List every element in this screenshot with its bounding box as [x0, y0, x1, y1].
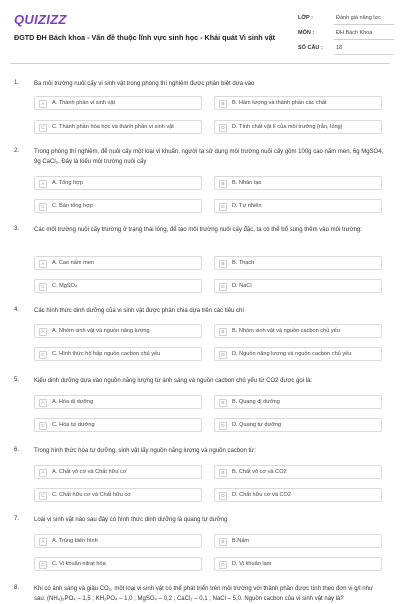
question-number: 7.	[14, 516, 20, 522]
question-text: Trong hình thức hóa tự dưỡng, sinh vật lấy nguồn năng lượng và nguồn cacbon từ:	[34, 448, 256, 454]
option-text: C. Vi khuẩn nitrat hóa	[52, 561, 106, 567]
meta-subject-value: ĐH Bách Khoa	[336, 30, 373, 36]
option-d[interactable]	[214, 279, 382, 293]
option-letter: A	[39, 399, 47, 407]
option-text: C. MgSO₄	[52, 283, 78, 289]
option-text: B. Thạch	[232, 260, 255, 266]
quizizz-logo: QUIZIZZ	[14, 12, 67, 27]
meta-count-key: SỐ CÂU :	[298, 45, 323, 51]
option-text: B. Hàm lượng và thành phần các chất	[232, 100, 327, 106]
option-text: C. Hình thức hô hấp nguồn cacbon chủ yếu	[52, 351, 161, 357]
option-letter: A	[39, 469, 47, 477]
option-d[interactable]	[214, 199, 382, 213]
option-letter: D	[219, 283, 227, 291]
question-text: Các môi trường nuôi cấy thường ở trạng thái lỏng, để tạo môi trường nuôi cấy đặc, ta có thể bổ sung thêm vào môi trường:	[34, 227, 362, 233]
option-text: B. Quang dị dưỡng	[232, 399, 280, 405]
header-divider	[10, 63, 390, 64]
option-text: A. Nhóm sinh vật và nguồn năng lượng	[52, 328, 150, 334]
option-text: D. Quang tự dưỡng	[232, 422, 282, 428]
option-b[interactable]	[214, 465, 382, 479]
meta-class-key: LỚP :	[298, 15, 313, 21]
option-text: C. Hóa tự dưỡng	[52, 422, 95, 428]
option-text: C. Chất hữu cơ và Chất hữu cơ	[52, 492, 131, 498]
option-b[interactable]	[214, 256, 382, 270]
meta-line	[334, 39, 394, 40]
worksheet-header	[0, 0, 400, 62]
meta-subject	[298, 28, 394, 43]
option-c[interactable]	[34, 418, 202, 432]
meta-count-value: 18	[336, 45, 343, 51]
option-text: A. Trùng biến hình	[52, 538, 98, 544]
option-letter: A	[39, 260, 47, 268]
option-letter: B	[219, 399, 227, 407]
option-letter: C	[39, 422, 47, 430]
option-c[interactable]	[34, 199, 202, 213]
worksheet-title: ĐGTD ĐH Bách khoa - Vấn đề thuộc lĩnh vực sinh học - Khái quát Vi sinh vật	[14, 33, 276, 42]
option-letter: B	[219, 260, 227, 268]
option-c[interactable]	[34, 120, 202, 134]
option-d[interactable]	[214, 347, 382, 361]
option-letter: A	[39, 328, 47, 336]
option-text: A. Chất vô cơ và Chất hữu cơ	[52, 469, 127, 475]
option-a[interactable]	[34, 395, 202, 409]
question-text: Các hình thức dinh dưỡng của vi sinh vật được phân chia dựa trên các tiêu chí	[34, 308, 245, 314]
question-number: 5.	[14, 377, 20, 383]
meta-subject-key: MÔN :	[298, 30, 315, 36]
option-text: D. Tính chất vật lí của môi trường (rắn, lỏng)	[232, 124, 343, 130]
question-text: Kiểu dinh dưỡng dựa vào nguồn năng lượng từ ánh sáng và nguồn cacbon chủ yếu từ CO2 được gọi là:	[34, 378, 313, 384]
option-text: B. Nhân tạo	[232, 180, 262, 186]
option-letter: C	[39, 124, 47, 132]
option-text: A. Tổng hợp	[52, 180, 83, 186]
question-text: Trong phòng thí nghiệm, để nuôi cấy một loại vi khuẩn, người ta sử dụng môi trường nuôi cấy gồm 100g cao nấm men, 6g MgSO4, 9g CaCl₂. Đây là kiểu môi trường nuôi cấy	[34, 149, 384, 165]
option-text: D. Chất hữu cơ và CO2	[232, 492, 292, 498]
option-b[interactable]	[214, 96, 382, 110]
option-c[interactable]	[34, 557, 202, 571]
option-b[interactable]	[214, 324, 382, 338]
question-text: Khi có ánh sáng và giàu CO₂, một loại vi sinh vật có thể phát triển trên môi trường với thành phần được tính theo đơn vị g/l như sau: (NH₄)₃PO₄ – 1,5 ; KH₂PO₄ – 1,0 ; MgSO₄ – 0,2 ; CaCl₂ – 0,1 ; NaCl – 5,0. Nguồn cacbon của vi sinh vật này là?	[34, 586, 373, 602]
option-c[interactable]	[34, 347, 202, 361]
option-d[interactable]	[214, 418, 382, 432]
option-letter: C	[39, 283, 47, 291]
question-number: 8.	[14, 585, 20, 591]
meta-count	[298, 43, 394, 58]
option-letter: D	[219, 351, 227, 359]
option-text: A. Hóa dị dưỡng	[52, 399, 94, 405]
option-letter: C	[39, 203, 47, 211]
option-text: C. Bán tổng hợp	[52, 203, 93, 209]
worksheet-meta	[298, 13, 394, 58]
option-d[interactable]	[214, 488, 382, 502]
option-letter: B	[219, 328, 227, 336]
question-number: 6.	[14, 447, 20, 453]
option-letter: A	[39, 538, 47, 546]
meta-class-value: Đánh giá năng lực	[336, 15, 381, 21]
option-text: B. Chất vô cơ và CO2	[232, 469, 287, 475]
option-text: D. NaCl	[232, 283, 252, 289]
question-text: Ba môi trường nuôi cấy vi sinh vật trong phòng thí nghiệm được phân biệt dựa vào	[34, 81, 255, 87]
option-text: B.Nấm	[232, 538, 250, 544]
question-number: 3.	[14, 226, 20, 232]
option-text: A. Cao nấm men	[52, 260, 94, 266]
option-a[interactable]	[34, 534, 202, 548]
option-letter: B	[219, 100, 227, 108]
option-letter: D	[219, 203, 227, 211]
option-text: C. Thành phần hóa học và thành phần vi sinh vật	[52, 124, 174, 130]
option-letter: A	[39, 100, 47, 108]
option-b[interactable]	[214, 534, 382, 548]
option-b[interactable]	[214, 176, 382, 190]
option-c[interactable]	[34, 488, 202, 502]
question-number: 2.	[14, 148, 20, 154]
option-c[interactable]	[34, 279, 202, 293]
meta-line	[334, 24, 394, 25]
option-text: B. Nhóm sinh vật và nguồn cacbon chủ yếu	[232, 328, 340, 334]
option-d[interactable]	[214, 557, 382, 571]
option-letter: D	[219, 422, 227, 430]
meta-class	[298, 13, 394, 28]
option-a[interactable]	[34, 256, 202, 270]
option-letter: B	[219, 180, 227, 188]
option-letter: C	[39, 351, 47, 359]
option-a[interactable]	[34, 465, 202, 479]
option-text: D. Vi khuẩn lam	[232, 561, 272, 567]
option-letter: A	[39, 180, 47, 188]
option-letter: D	[219, 561, 227, 569]
option-d[interactable]	[214, 120, 382, 134]
option-letter: C	[39, 492, 47, 500]
question-number: 4.	[14, 307, 20, 313]
option-text: D. Tự nhiên	[232, 203, 262, 209]
option-a[interactable]	[34, 176, 202, 190]
option-letter: B	[219, 538, 227, 546]
option-text: D. Nguồn năng lượng và nguồn cacbon chủ yếu	[232, 351, 352, 357]
option-a[interactable]	[34, 324, 202, 338]
option-letter: D	[219, 124, 227, 132]
option-a[interactable]	[34, 96, 202, 110]
question-text: Loài vi sinh vật nào sau đây có hình thức dinh dưỡng là quang tự dưỡng	[34, 517, 228, 523]
option-letter: C	[39, 561, 47, 569]
question-number: 1.	[14, 80, 20, 86]
option-b[interactable]	[214, 395, 382, 409]
option-letter: D	[219, 492, 227, 500]
option-letter: B	[219, 469, 227, 477]
option-text: A. Thành phần vi sinh vật	[52, 100, 116, 106]
meta-line	[334, 54, 394, 55]
